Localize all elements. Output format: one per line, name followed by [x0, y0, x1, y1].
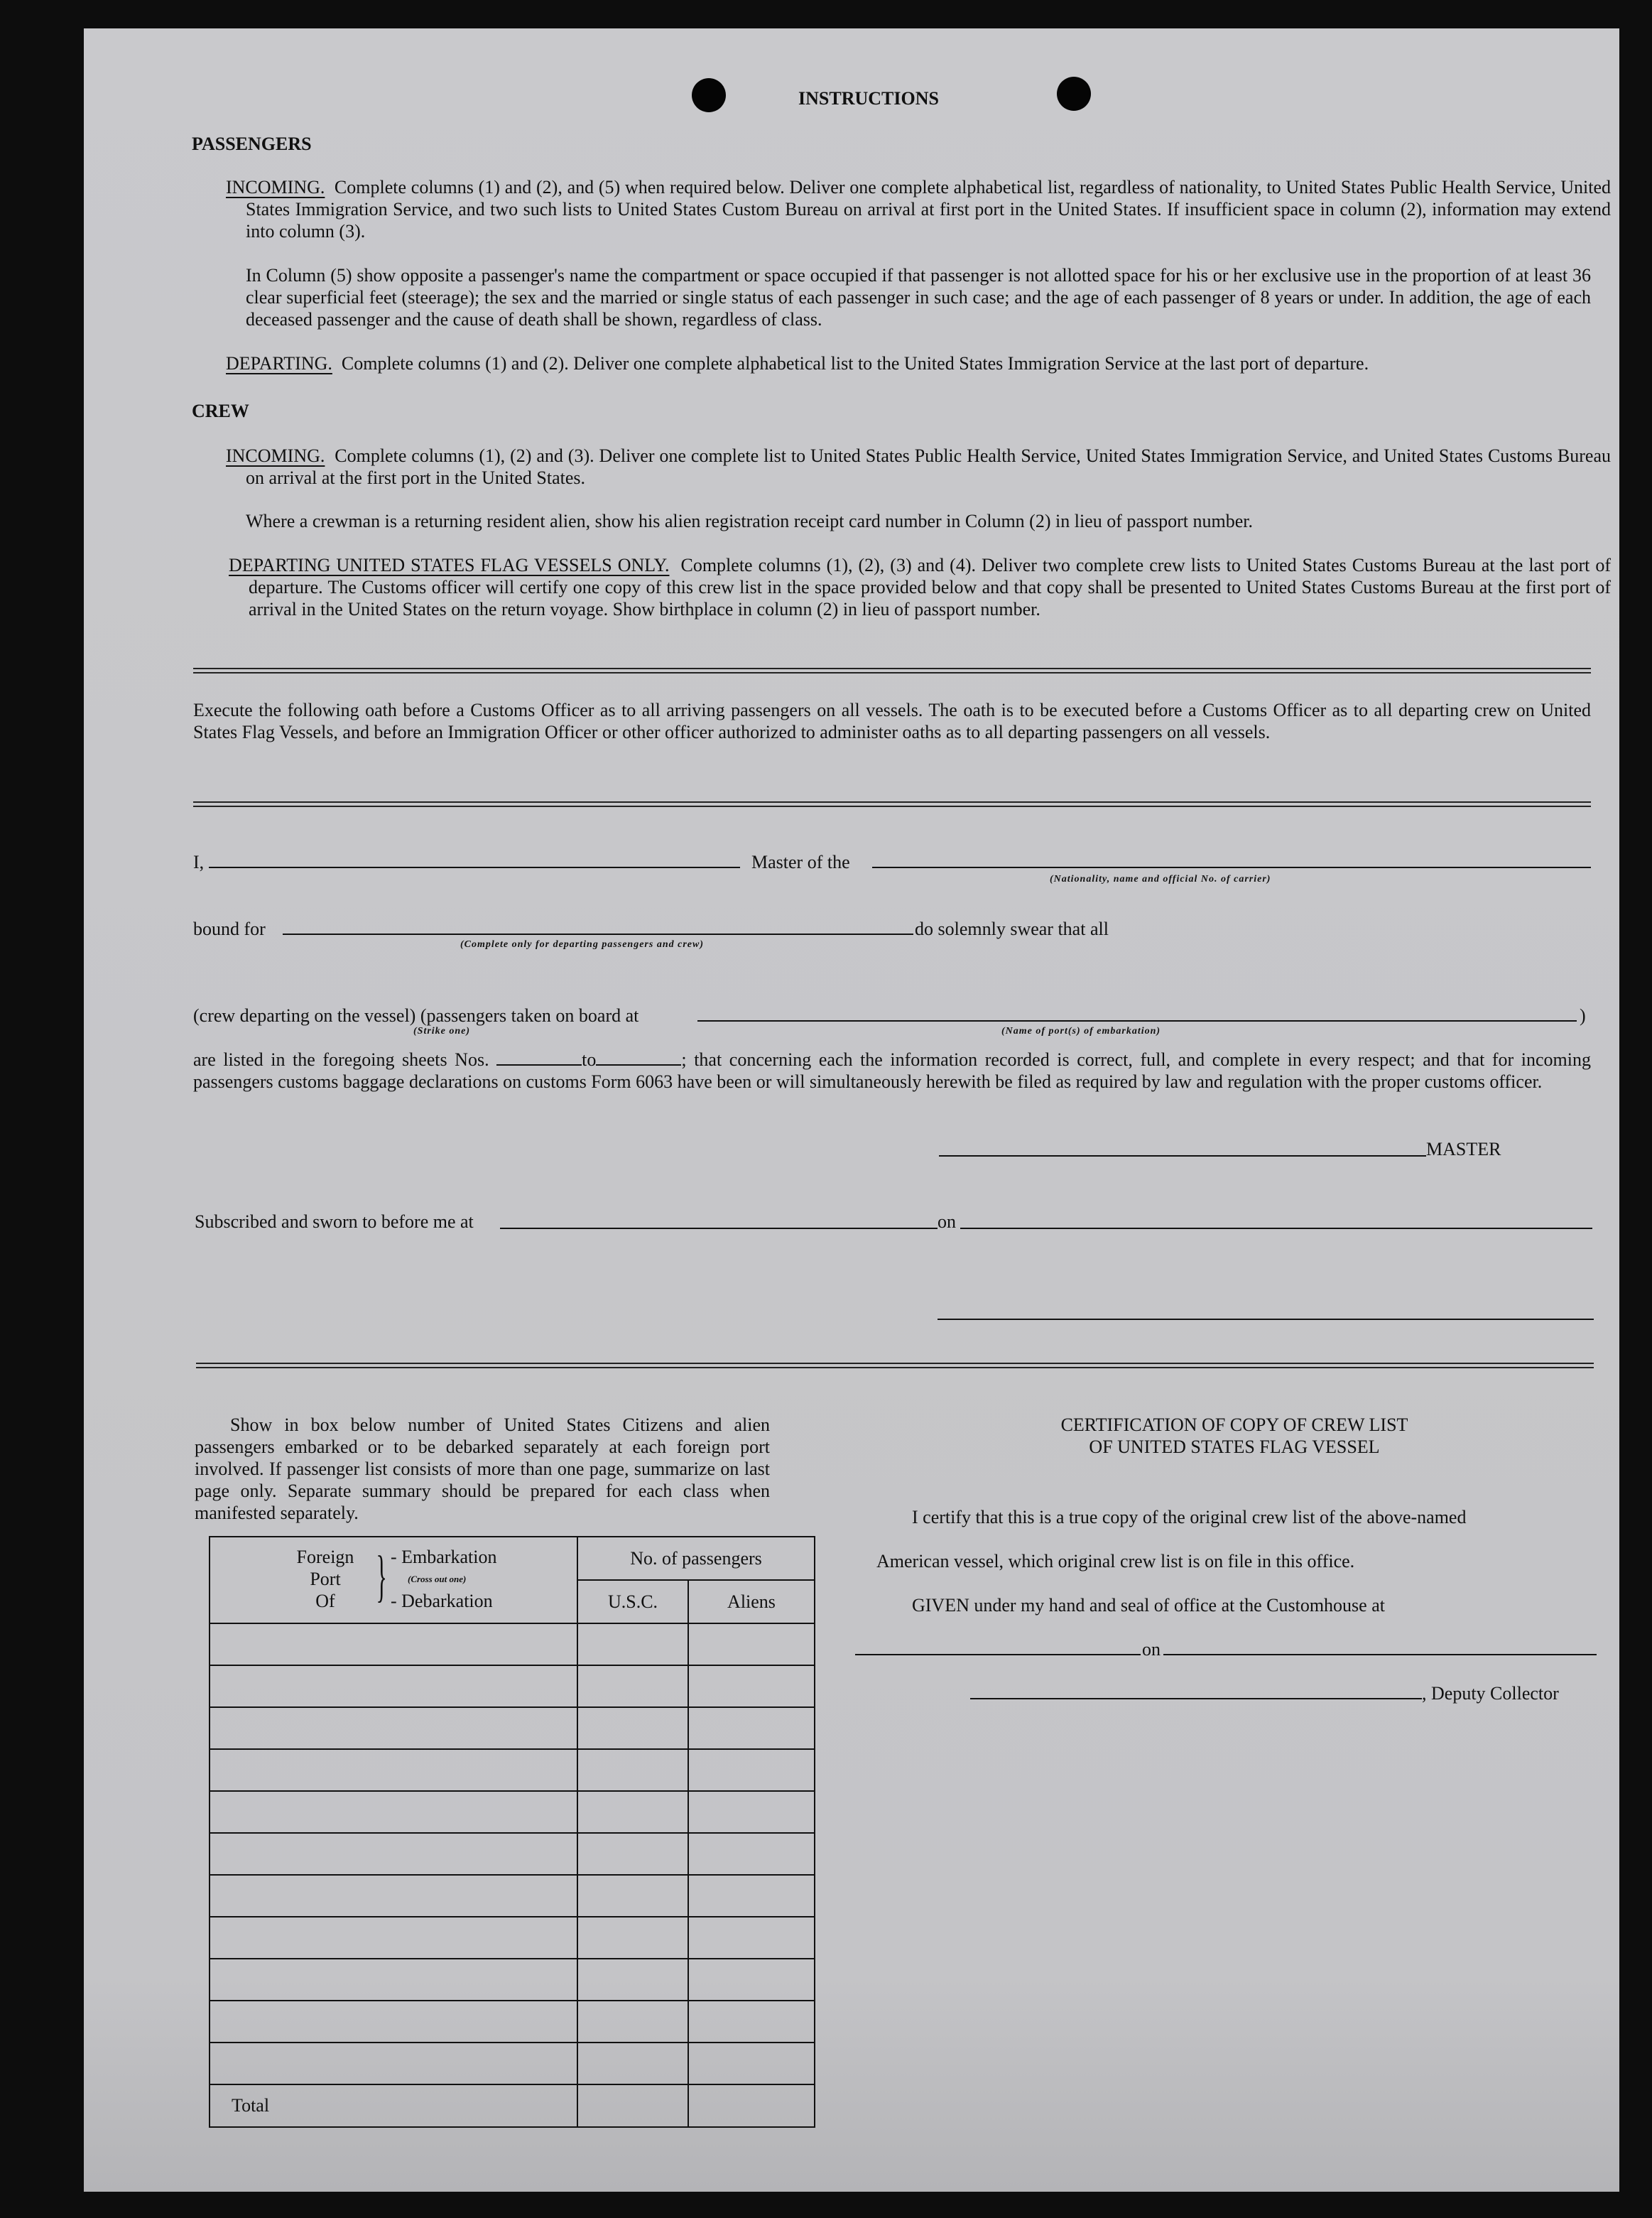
text: - Debarkation: [391, 1591, 493, 1611]
text: Of: [315, 1591, 335, 1611]
crew-heading: CREW: [192, 401, 249, 421]
table-row: [210, 1833, 815, 1875]
divider: [193, 801, 1591, 807]
no-passengers-header: No. of passengers: [577, 1537, 815, 1580]
text: Complete columns (1) and (2). Deliver one complete alphabetical list to the United States Immigration Service at the last port of departure.: [341, 353, 1369, 374]
sheet-to-field[interactable]: [596, 1064, 681, 1066]
swear-text: do solemnly swear that all: [915, 919, 1109, 939]
to: to: [582, 1049, 597, 1070]
text: Complete columns (1), (2) and (3). Deliver one complete list to United States Public Health Service, United States Immigration Service, and United States Customs Bureau on arrival at the first port in the United States.: [246, 445, 1612, 488]
port-cell[interactable]: [210, 1707, 577, 1749]
port-header: [210, 1537, 577, 1623]
aliens-cell[interactable]: [688, 1749, 815, 1791]
strike-note: (Strike one): [413, 1026, 471, 1037]
port-cell[interactable]: [210, 1875, 577, 1917]
usc-cell[interactable]: [577, 1623, 688, 1665]
port-note: (Name of port(s) of embarkation): [1001, 1026, 1161, 1037]
table-row: [210, 2001, 815, 2043]
usc-cell[interactable]: [577, 1665, 688, 1707]
bound-note: (Complete only for departing passengers and crew): [460, 939, 704, 950]
subscribed-label: Subscribed and sworn to before me at: [195, 1211, 474, 1232]
usc-cell[interactable]: [577, 1749, 688, 1791]
crew-incoming: [226, 445, 1611, 489]
table-row: [210, 1791, 815, 1833]
brace-icon: }: [376, 1545, 387, 1608]
aliens-cell[interactable]: [688, 1665, 815, 1707]
usc-cell[interactable]: [577, 1917, 688, 1959]
i-label: I,: [193, 852, 205, 872]
summary-instructions: Show in box below number of United States Citizens and alien passengers embarked or to be debarked separately at each foreign port involved. If passenger list consists of more than one page, summarize on last page only. Separate summary should be prepared for each class when manifested separately.: [195, 1414, 770, 1523]
crew-departing: [229, 554, 1611, 620]
passengers-column5: In Column (5) show opposite a passenger's name the compartment or space occupied if that passenger is not allotted space for his or her exclusive use in the proportion of at least 36 clear superficial feet (steerage); the sex and the married or single status of each passenger in such case; and the age of each passenger of 8 years or under. In addition, the age of each deceased passenger and the cause of death shall be shown, regardless of class.: [246, 265, 1591, 330]
officer-signature-field[interactable]: [938, 1319, 1594, 1320]
divider: [193, 668, 1591, 673]
sheet-from-field[interactable]: [496, 1064, 582, 1066]
aliens-header: Aliens: [688, 1580, 815, 1623]
table-row: [210, 1707, 815, 1749]
text: (Cross out one): [408, 1574, 467, 1584]
deputy-signature-field[interactable]: [970, 1698, 1422, 1699]
listed-paragraph: [193, 1049, 1591, 1093]
bound-for-field[interactable]: [283, 934, 913, 935]
certify-text: I certify that this is a true copy of the original crew list of the above-named: [912, 1507, 1467, 1527]
table-row: [210, 1875, 815, 1917]
aliens-cell[interactable]: [688, 1833, 815, 1875]
port-cell[interactable]: [210, 1791, 577, 1833]
master-label: MASTER: [1426, 1139, 1501, 1159]
text: are listed in the foregoing sheets Nos.: [193, 1049, 489, 1070]
port-cell[interactable]: [210, 1833, 577, 1875]
aliens-cell[interactable]: [688, 2043, 815, 2084]
bound-for-label: bound for: [193, 919, 266, 939]
port-cell[interactable]: [210, 1959, 577, 2001]
crew-departing-text: (crew departing on the vessel) (passengers taken on board at: [193, 1005, 639, 1026]
table-row: [210, 1623, 815, 1665]
port-cell[interactable]: [210, 1749, 577, 1791]
master-name-field[interactable]: [209, 867, 740, 868]
deputy-collector-label: , Deputy Collector: [1422, 1683, 1559, 1704]
aliens-cell[interactable]: [688, 1791, 815, 1833]
sworn-place-field[interactable]: [500, 1228, 938, 1229]
carrier-field[interactable]: [872, 867, 1591, 868]
certification-title: [872, 1414, 1597, 1458]
table-row: [210, 1665, 815, 1707]
master-of-label: Master of the: [751, 852, 850, 872]
vessel-text: American vessel, which original crew list is on file in this office.: [876, 1551, 1355, 1571]
label: INCOMING.: [226, 177, 325, 198]
port-of-embarkation-field[interactable]: [697, 1020, 1577, 1022]
passengers-incoming: [226, 176, 1611, 242]
aliens-cell[interactable]: [688, 1875, 815, 1917]
aliens-cell[interactable]: [688, 1917, 815, 1959]
usc-cell[interactable]: [577, 2001, 688, 2043]
master-signature-field[interactable]: [939, 1155, 1426, 1157]
label: DEPARTING UNITED STATES FLAG VESSELS ONLY.: [229, 555, 670, 575]
aliens-cell[interactable]: [688, 1707, 815, 1749]
page-title: INSTRUCTIONS: [798, 88, 939, 109]
port-cell[interactable]: [210, 1623, 577, 1665]
text: ; that concerning each the information recorded is correct, full, and complete in every respect; and that for incoming passengers customs baggage declarations on customs Form 6063 have been or will simultaneously herewith be filed as required by law and regulation with the proper customs officer.: [193, 1049, 1591, 1092]
port-cell[interactable]: [210, 1665, 577, 1707]
text: CERTIFICATION OF COPY OF CREW LIST: [1060, 1414, 1408, 1435]
given-text: GIVEN under my hand and seal of office at the Customhouse at: [912, 1595, 1385, 1616]
label: DEPARTING.: [226, 353, 332, 374]
form-page: [84, 28, 1619, 2192]
table-row: [210, 1917, 815, 1959]
customhouse-field[interactable]: [855, 1654, 1141, 1655]
usc-cell[interactable]: [577, 1833, 688, 1875]
passenger-summary-table: [209, 1536, 815, 2128]
total-usc-cell[interactable]: [577, 2084, 688, 2127]
text: Foreign: [296, 1547, 354, 1567]
total-aliens-cell[interactable]: [688, 2084, 815, 2127]
aliens-cell[interactable]: [688, 1959, 815, 2001]
table-row: [210, 2043, 815, 2084]
table-row: [210, 1749, 815, 1791]
certification-date-field[interactable]: [1163, 1654, 1597, 1655]
passengers-departing: [226, 352, 1591, 374]
usc-header: U.S.C.: [577, 1580, 688, 1623]
aliens-cell[interactable]: [688, 1623, 815, 1665]
divider: [196, 1363, 1594, 1368]
close-paren: ): [1580, 1005, 1586, 1026]
usc-cell[interactable]: [577, 1875, 688, 1917]
carrier-note: (Nationality, name and official No. of carrier): [1050, 874, 1271, 885]
oath-intro: Execute the following oath before a Customs Officer as to all arriving passengers on all vessels. The oath is to be executed before a Customs Officer as to all departing crew on United States Flag Vessels, and before an Immigration Officer or other officer authorized to administer oaths as to all departing passengers on all vessels.: [193, 700, 1591, 742]
crew-resident: Where a crewman is a returning resident alien, show his alien registration receipt card number in Column (2) in lieu of passport number.: [246, 511, 1254, 531]
total-label: Total: [210, 2084, 577, 2127]
port-cell[interactable]: [210, 1917, 577, 1959]
text: OF UNITED STATES FLAG VESSEL: [1089, 1437, 1380, 1457]
usc-cell[interactable]: [577, 1791, 688, 1833]
text: Complete columns (1) and (2), and (5) when required below. Deliver one complete alphabetical list, regardless of nationality, to United States Public Health Service, United States Immigration Service, and two such lists to United States Custom Bureau on arrival at first port in the United States. If insufficient space in column (2), information may extend into column (3).: [246, 177, 1612, 242]
passengers-heading: PASSENGERS: [192, 134, 312, 154]
on-label: on: [1142, 1639, 1161, 1660]
label: INCOMING.: [226, 445, 325, 466]
text: - Embarkation: [391, 1547, 497, 1567]
text: Port: [310, 1569, 341, 1589]
usc-cell[interactable]: [577, 1707, 688, 1749]
on-label: on: [938, 1211, 956, 1232]
text: Complete columns (1), (2), (3) and (4). Deliver two complete crew lists to United States Customs Bureau at the last port of departure. The Customs officer will certify one copy of this crew list in the space provided below and that copy shall be presented to United States Customs Bureau at the first port of arrival in the United States on the return voyage. Show birthplace in column (2) in lieu of passport number.: [249, 555, 1611, 620]
table-row: [210, 1959, 815, 2001]
usc-cell[interactable]: [577, 2043, 688, 2084]
port-cell[interactable]: [210, 2001, 577, 2043]
port-cell[interactable]: [210, 2043, 577, 2084]
usc-cell[interactable]: [577, 1959, 688, 2001]
aliens-cell[interactable]: [688, 2001, 815, 2043]
sworn-date-field[interactable]: [960, 1228, 1592, 1229]
